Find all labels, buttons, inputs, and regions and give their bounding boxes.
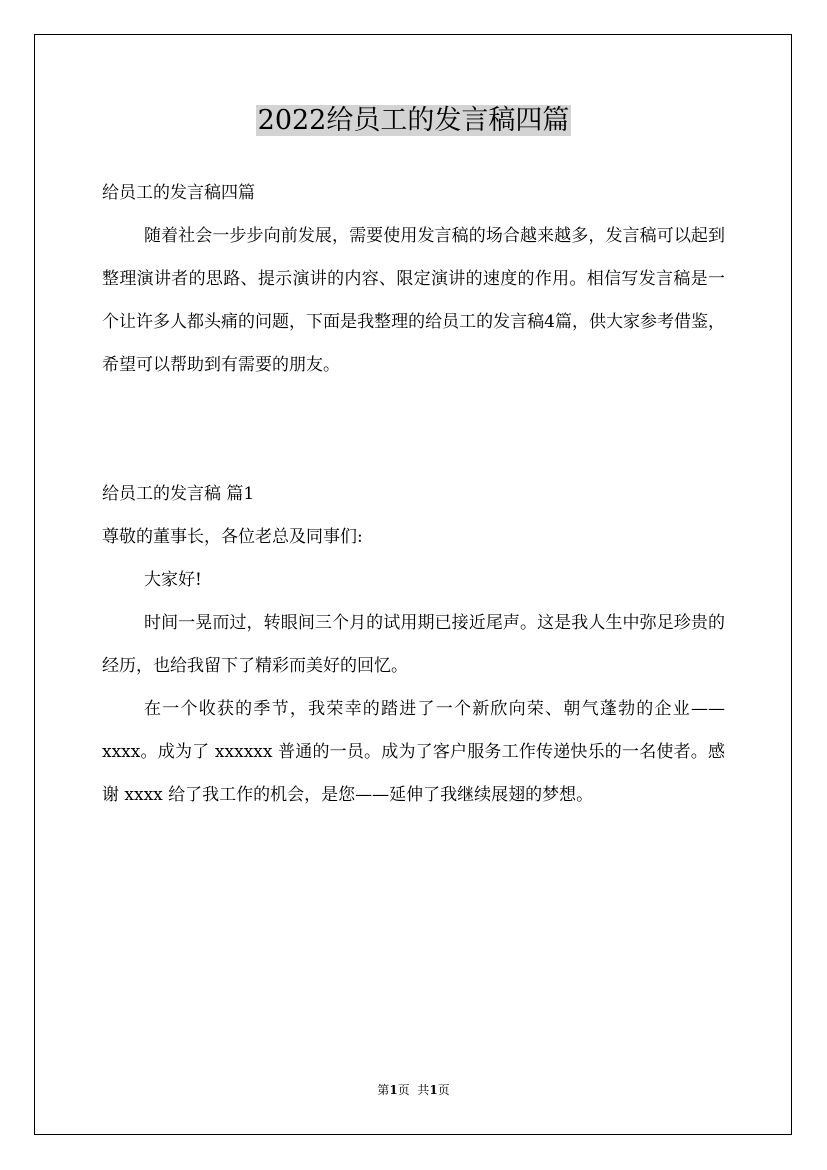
greeting: 大家好! — [144, 570, 202, 590]
section-heading: 给员工的发言稿 篇1 — [102, 484, 255, 504]
document-title — [0, 100, 827, 142]
page-label-prefix: 第 — [377, 1083, 390, 1097]
page-label-suffix: 页 — [437, 1083, 450, 1097]
section-spacer — [102, 387, 725, 473]
page-current-number: 1 — [389, 1083, 398, 1097]
body-paragraph-2: 在一个收获的季节，我荣幸的踏进了一个新欣向荣、朝气蓬勃的企业——xxxx。成为了 xxxxxx 普通的一员。成为了客户服务工作传递快乐的一名使者。感谢 xxxx 给了我工作的机会，是您——延伸了我继续展翅的梦想。 — [102, 699, 725, 805]
page-footer — [0, 1082, 827, 1098]
salutation: 尊敬的董事长，各位老总及同事们: — [102, 527, 363, 547]
page-label-mid: 页 共 — [397, 1083, 430, 1097]
document-title-text: 2022给员工的发言稿四篇 — [257, 105, 570, 136]
intro-paragraph: 随着社会一步步向前发展，需要使用发言稿的场合越来越多，发言稿可以起到整理演讲者的思路、提示演讲的内容、限定演讲的速度的作用。相信写发言稿是一个让许多人都头痛的问题，下面是我整理的给员工的发言稿4篇，供大家参考借鉴，希望可以帮助到有需要的朋友。 — [102, 226, 725, 375]
page-total-number: 1 — [429, 1083, 438, 1097]
document-body — [102, 172, 725, 817]
body-paragraph-1: 时间一晃而过，转眼间三个月的试用期已接近尾声。这是我人生中弥足珍贵的经历，也给我留下了精彩而美好的回忆。 — [102, 613, 725, 676]
document-subtitle: 给员工的发言稿四篇 — [102, 183, 255, 203]
